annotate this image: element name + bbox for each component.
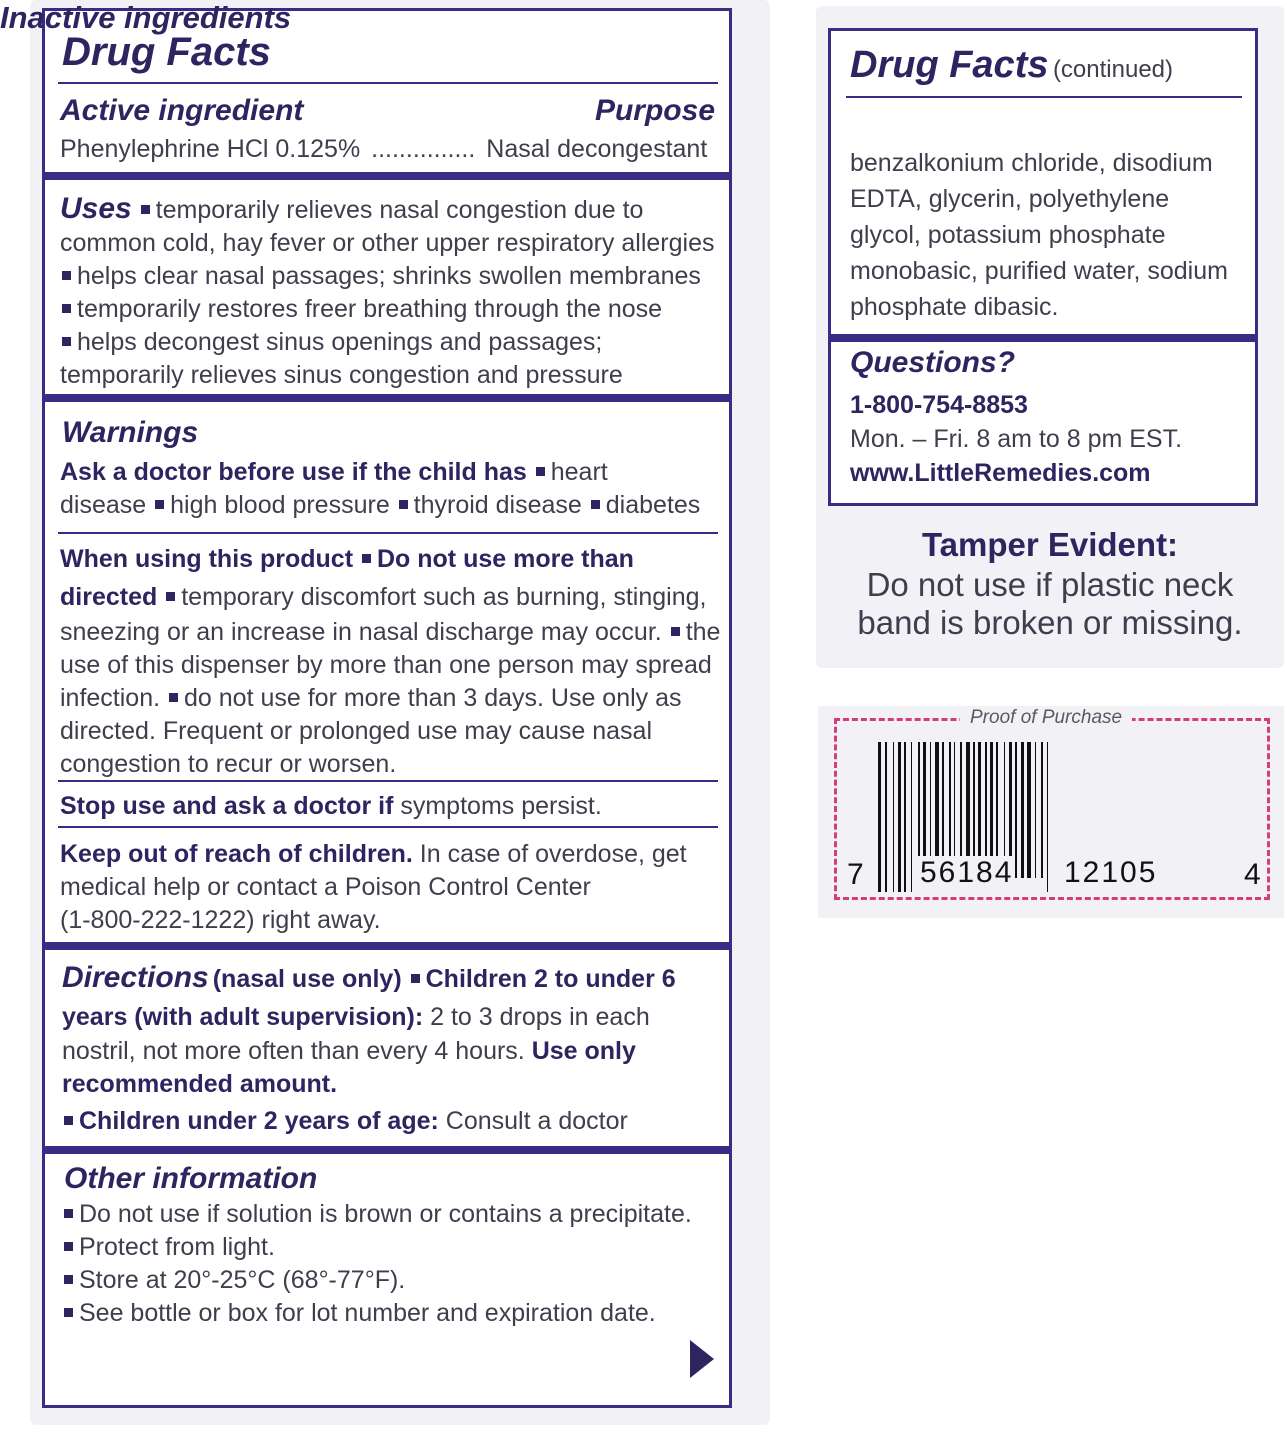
warning-line: the (685, 618, 721, 646)
uses-line: helps clear nasal passages; shrinks swollen membranes (77, 262, 701, 290)
inactive-line: EDTA, glycerin, polyethylene (850, 185, 1170, 213)
directions-bold: Use only (531, 1037, 636, 1065)
other-info-item: See bottle or box for lot number and expiration date. (79, 1299, 656, 1327)
warning-item: thyroid disease (413, 491, 582, 519)
other-info-heading: Other information (64, 1162, 318, 1195)
keep-out-line: In case of overdose, get (419, 840, 687, 868)
tamper-heading: Tamper Evident: (921, 526, 1179, 563)
barcode (834, 700, 1270, 900)
uses-section (60, 192, 714, 392)
tamper-line: band is broken or missing. (857, 604, 1243, 641)
directions-bold: years (with adult supervision): (62, 1003, 424, 1031)
inactive-line: benzalkonium chloride, disodium (850, 149, 1213, 177)
warning-line: do not use for more than 3 days. Use only as (184, 684, 682, 712)
directions-bold: recommended amount. (62, 1070, 338, 1098)
warning-item: heart (550, 458, 608, 486)
hours: Mon. – Fri. 8 am to 8 pm EST. (850, 425, 1183, 453)
warning-line: sneezing or an increase in nasal discharge may occur. (60, 618, 662, 646)
warning-line: use of this dispenser by more than one person may spread (60, 651, 712, 679)
stop-use-text: symptoms persist. (400, 792, 602, 820)
warning-line: directed. Frequent or prolonged use may cause nasal (60, 717, 653, 745)
warning-line: temporary discomfort such as burning, stinging, (181, 583, 707, 611)
barcode-bar (1041, 742, 1043, 878)
divider (58, 532, 718, 534)
barcode-digits: 56184 (920, 856, 1014, 889)
inactive-heading: Inactive ingredients (0, 0, 292, 35)
keep-out-section (60, 838, 687, 937)
warning-item: high blood pressure (170, 491, 390, 519)
warning-line: congestion to recur or worsen. (60, 750, 397, 778)
contact-info (850, 388, 1182, 490)
barcode-digit: 7 (847, 858, 864, 891)
barcode-bar (878, 742, 881, 892)
leader-dots: ............... (371, 135, 476, 163)
divider (846, 96, 1242, 98)
inactive-list (850, 145, 1228, 325)
other-info-item: Do not use if solution is brown or contains a precipitate. (79, 1200, 692, 1228)
directions-bold: Children 2 to under 6 (425, 965, 676, 993)
barcode-bar (1021, 742, 1024, 878)
barcode-bar (904, 742, 906, 892)
barcode-bar (898, 742, 901, 892)
section-divider (42, 942, 732, 950)
warning-item: diabetes (605, 491, 701, 519)
uses-line: helps decongest sinus openings and passages; (77, 328, 603, 356)
purpose: Nasal decongestant (486, 135, 708, 163)
uses-line: common cold, hay fever or other upper respiratory allergies (60, 229, 715, 257)
inactive-line: phosphate dibasic. (850, 293, 1059, 321)
divider (58, 82, 718, 84)
active-ingredient-row (60, 133, 707, 166)
uses-line: temporarily relieves sinus congestion and pressure (60, 361, 623, 389)
directions-bold: Children under 2 years of age: (79, 1107, 439, 1135)
when-using-section (60, 540, 720, 781)
barcode-digits: 12105 (1064, 856, 1158, 889)
continued-title-row (850, 44, 1173, 87)
directions-line: 2 to 3 drops in each (430, 1003, 650, 1031)
stop-use-lead: Stop use and ask a doctor if (60, 792, 394, 820)
ask-doctor-section (60, 456, 700, 522)
keep-out-line: (1-800-222-1222) right away. (60, 906, 381, 934)
proof-of-purchase-label: Proof of Purchase (960, 707, 1132, 729)
purpose-heading: Purpose (594, 94, 715, 127)
section-divider (42, 1146, 732, 1154)
directions-section (62, 958, 676, 1138)
divider (58, 780, 718, 782)
continued-label: (continued) (1052, 56, 1174, 83)
directions-line: nostril, not more often than every 4 hours. (62, 1037, 525, 1065)
section-divider (42, 172, 732, 180)
continue-arrow-icon (690, 1340, 714, 1378)
directions-line: Consult a doctor (445, 1107, 628, 1135)
when-using-lead: When using this product (60, 545, 354, 573)
barcode-bar (1035, 742, 1036, 878)
section-divider (42, 394, 732, 402)
active-ingredient-heading: Active ingredient (60, 94, 304, 127)
barcode-bar (1047, 742, 1048, 892)
keep-out-line: medical help or contact a Poison Control Center (60, 873, 591, 901)
other-info-list (62, 1198, 692, 1330)
ingredient: Phenylephrine HCl 0.125% (60, 135, 361, 163)
inactive-line: glycol, potassium phosphate (850, 221, 1166, 249)
divider (58, 826, 718, 828)
stop-use-row (60, 790, 602, 823)
uses-line: temporarily restores freer breathing through the nose (77, 295, 663, 323)
barcode-bar (885, 742, 887, 892)
barcode-digit: 4 (1244, 858, 1261, 891)
drug-facts-title: Drug Facts (62, 30, 271, 74)
barcode-bar (893, 742, 894, 892)
other-info-item: Store at 20°-25°C (68°-77°F). (79, 1266, 406, 1294)
barcode-bar (1027, 742, 1031, 878)
keep-out-lead: Keep out of reach of children. (60, 840, 413, 868)
warning-line: infection. (60, 684, 161, 712)
warnings-heading: Warnings (62, 416, 199, 449)
inactive-line: monobasic, purified water, sodium (850, 257, 1228, 285)
website-link: www.LittleRemedies.com (850, 459, 1151, 487)
phone-number: 1-800-754-8853 (850, 391, 1028, 419)
uses-heading: Uses (60, 192, 132, 225)
section-divider (828, 334, 1258, 342)
directions-heading: Directions (62, 961, 209, 994)
warning-bold: Do not use more than (376, 545, 634, 573)
directions-note: (nasal use only) (212, 965, 402, 993)
tamper-line: Do not use if plastic neck (866, 566, 1234, 603)
continued-title: Drug Facts (850, 44, 1049, 86)
uses-line: temporarily relieves nasal congestion due to (155, 196, 644, 224)
barcode-bar (911, 742, 912, 892)
warning-bold: directed (60, 583, 158, 611)
questions-heading: Questions? (850, 346, 1016, 379)
ask-doctor-lead: Ask a doctor before use if the child has (60, 458, 527, 486)
warning-item: disease (60, 491, 147, 519)
other-info-item: Protect from light. (79, 1233, 275, 1261)
